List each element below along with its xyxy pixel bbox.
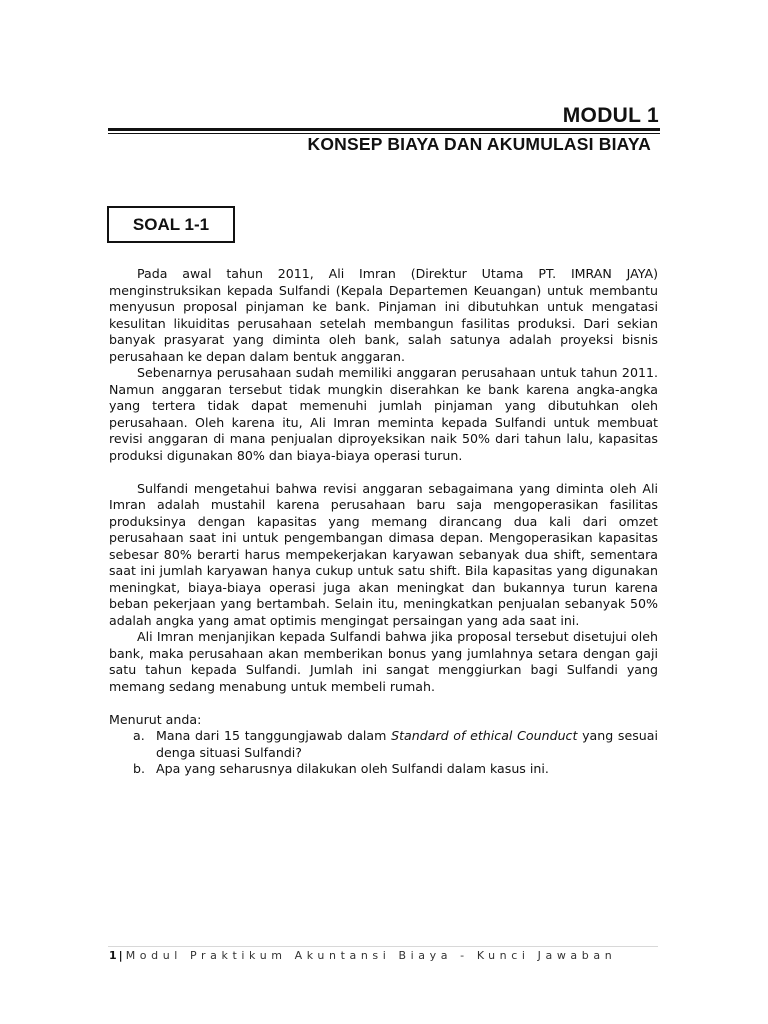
- problem-label-box: [107, 206, 235, 243]
- question-text: Mana dari 15 tanggungjawab dalam: [156, 728, 392, 743]
- question-list: [109, 728, 658, 778]
- problem-label: SOAL 1-1: [132, 214, 210, 234]
- question-marker: a.: [133, 728, 145, 743]
- body-text: [109, 266, 658, 778]
- questions-intro: Menurut anda:: [109, 711, 202, 727]
- question-text: Apa yang seharusnya dilakukan oleh Sulfandi dalam kasus ini.: [156, 761, 549, 776]
- footer-text: Modul Praktikum Akuntansi Biaya - Kunci Jawaban: [125, 949, 617, 962]
- page-number: 1: [109, 949, 117, 962]
- question-item: [109, 761, 658, 778]
- paragraph: Ali Imran menjanjikan kepada Sulfandi bahwa jika proposal tersebut disetujui oleh bank, maka perusahaan akan memberikan bonus yang jumlahnya setara dengan gaji satu tahun kepada Sulfandi. Jumlah ini sangat menggiurkan bagi Sulfandi yang memang sedang menabung untuk membeli rumah.: [109, 629, 658, 694]
- module-title: MODUL 1: [562, 104, 659, 127]
- paragraph: Pada awal tahun 2011, Ali Imran (Direktur Utama PT. IMRAN JAYA) menginstruksikan kepada Sulfandi (Kepala Departemen Keuangan) untuk membantu menyusun proposal pinjaman ke bank. Pinjaman ini dibutuhkan untuk mengatasi kesulitan likuiditas perusahaan setelah membangun fasilitas produksi. Dari sekian banyak prasyarat yang diminta oleh bank, salah satunya adalah proyeksi bisnis perusahaan ke depan dalam bentuk anggaran.: [109, 266, 658, 364]
- question-text-italic: Standard of ethical Counduct: [391, 728, 578, 743]
- paragraph: Sebenarnya perusahaan sudah memiliki anggaran perusahaan untuk tahun 2011. Namun anggaran tersebut tidak mungkin diserahkan ke bank karena angka-angka yang tertera tidak dapat memenuhi jumlah pinjaman yang dibutuhkan oleh perusahaan. Oleh karena itu, Ali Imran meminta kepada Sulfandi untuk membuat revisi anggaran di mana penjualan diproyeksikan naik 50% dari tahun lalu, kapasitas produksi digunakan 80% dan biaya-biaya operasi turun.: [109, 365, 658, 463]
- footer-separator: |: [118, 949, 123, 962]
- question-text: yang sesuai denga situasi Sulfandi?: [156, 728, 658, 760]
- title-rule-thick: [108, 128, 660, 131]
- paragraph: Sulfandi mengetahui bahwa revisi anggaran sebagaimana yang diminta oleh Ali Imran adalah mustahil karena perusahaan baru saja mengoperasikan fasilitas produksinya dengan kapasitas yang memang dirancang dua kali dari omzet perusahaan saat ini untuk pengembangan dimasa depan. Mengoperasikan kapasitas sebesar 80% berarti harus mempekerjakan karyawan sebanyak dua shift, sementara saat ini jumlah karyawan hanya cukup untuk satu shift. Bila kapasitas yang digunakan meningkat, biaya-biaya operasi juga akan meningkat dan bukannya turun karena beban pekerjaan yang bertambah. Selain itu, meningkatkan penjualan sebanyak 50% adalah angka yang amat optimis mengingat persaingan yang ada saat ini.: [109, 480, 658, 628]
- footer-rule: [108, 946, 658, 947]
- module-subtitle: KONSEP BIAYA DAN AKUMULASI BIAYA: [307, 134, 651, 154]
- question-marker: b.: [133, 761, 145, 776]
- page-footer: [109, 949, 616, 962]
- question-item: [109, 728, 658, 761]
